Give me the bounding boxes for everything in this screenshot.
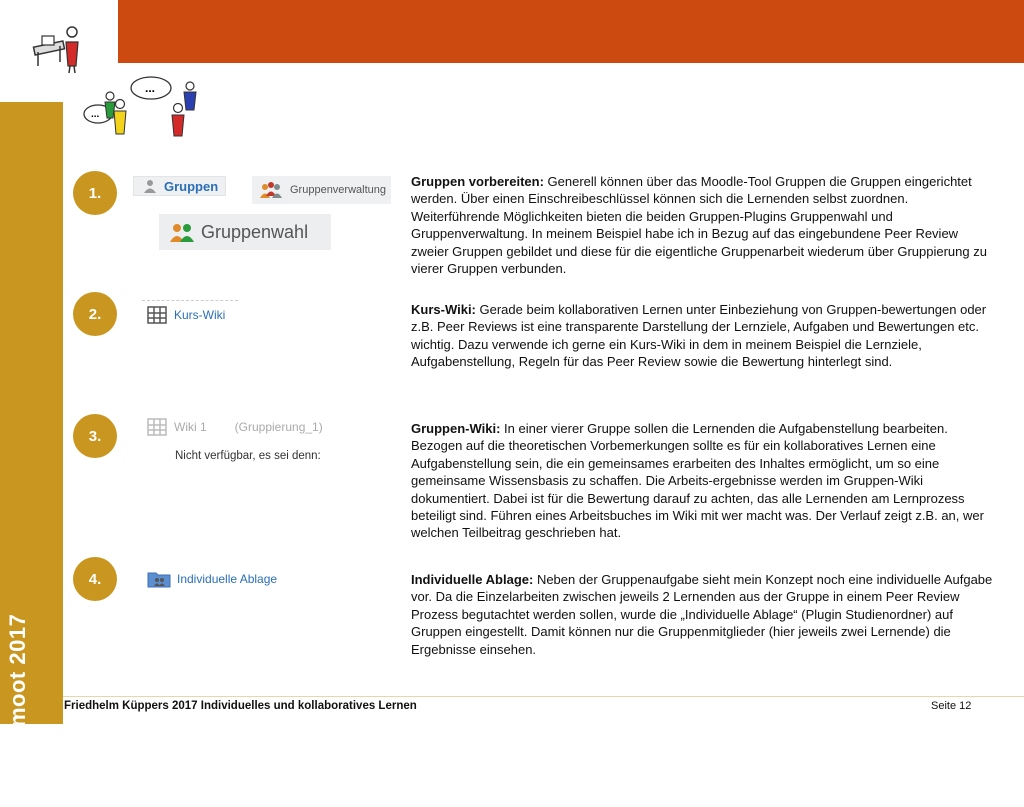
- step-text-2: [411, 301, 996, 371]
- step-body-3: In einer vierer Gruppe sollen die Lernenden die Aufgabenstellung bearbeiten. Bezogen auf die theoretischen Vorbemerkungen sollte es für ein kollaboratives Lernen eine Aufgabenstellung sein, die ein gemeinsames erarbeiten des Inhaltes ermöglicht, um so eine gemeinsame Wissensbasis zu schaffen. Die Arbeits-ergebnisse werden im Gruppen-Wiki dokumentiert. Dabei ist für die Bewertung darauf zu achten, das alle Lernenden am Lernprozess beteiligt sind. Führen eines Arbeitsbuches im Wiki mit wer macht was. Der Verlauf zeigt z.B. an, wer welchen Teilbeitrag geschrieben hat.: [411, 421, 984, 541]
- step-heading-1: Gruppen vorbereiten:: [411, 174, 544, 189]
- step-text-4: [411, 571, 996, 658]
- step-body-1: Generell können über das Moodle-Tool Gruppen die Gruppen eingerichtet werden. Über einen Einschreibeschlüssel können sich die Lernenden selbst zuordnen. Weiterführende Möglichkeiten bieten die beiden Gruppen-Plugins Gruppenwahl und Gruppenverwaltung. In meinem Beispiel habe ich in Bezug auf das eingebundene Peer Review zweier Gruppen gebildet und diese für die eigentliche Gruppenarbeit wiederum über Gruppierung zu vierer Gruppen verbunden.: [411, 174, 987, 277]
- wiki-icon: [146, 305, 168, 325]
- kurs-wiki-label: Kurs-Wiki: [174, 307, 226, 322]
- gruppenwahl-label: Gruppenwahl: [201, 221, 309, 242]
- teacher-desk-illustration: [30, 22, 90, 74]
- footer-divider: [63, 696, 1024, 697]
- step-text-3: [411, 420, 996, 542]
- sidebar-bar: [0, 102, 63, 807]
- svg-text:...: ...: [91, 109, 100, 120]
- step-body-2: Gerade beim kollaborativen Lernen unter Einbeziehung von Gruppen-bewertungen oder z.B. Peer Reviews ist eine transparente Darstellung der Lernziele, Aufgaben und Bewertungen etc. wichtig. Dazu verwende ich gerne ein Kurs-Wiki in dem in meinem Beispiel die Lernziele, Aufgabenstellung, Regeln für das Peer Review sowie die Bewertung hinterlegt sind.: [411, 302, 987, 370]
- step-heading-4: Individuelle Ablage:: [411, 572, 534, 587]
- group-choice-icon: [169, 222, 195, 242]
- restriction-note: Nicht verfügbar, es sei denn:: [175, 450, 321, 462]
- kurs-wiki-link[interactable]: [142, 300, 238, 328]
- step-number-4: 4.: [73, 557, 117, 601]
- header-bar: [118, 0, 1024, 63]
- step-number-2: 2.: [73, 292, 117, 336]
- wiki1-label: Wiki 1: [174, 420, 207, 434]
- step-number-1: 1.: [73, 171, 117, 215]
- individuelle-ablage-label: Individuelle Ablage: [177, 572, 278, 586]
- users-icon: [142, 179, 158, 193]
- gruppierung-label: (Gruppierung_1): [234, 420, 323, 434]
- wiki1-link[interactable]: [142, 416, 342, 438]
- gruppenverwaltung-link[interactable]: [252, 176, 391, 204]
- group-discussion-illustration: [82, 74, 206, 140]
- svg-text:...: ...: [145, 81, 156, 95]
- page-number: Seite 12: [931, 700, 972, 712]
- sidebar-title: Moodlemoot 2017: [5, 613, 30, 807]
- step-number-3: 3.: [73, 414, 117, 458]
- gruppen-label: Gruppen: [164, 178, 219, 194]
- group-management-icon: [258, 181, 284, 199]
- step-heading-2: Kurs-Wiki:: [411, 302, 476, 317]
- gruppen-link[interactable]: [133, 176, 226, 196]
- footer-author: Friedhelm Küppers 2017 Individuelles und kollaboratives Lernen: [64, 700, 417, 712]
- folder-users-icon: [147, 569, 171, 589]
- step-heading-3: Gruppen-Wiki:: [411, 421, 501, 436]
- gruppenverwaltung-label: Gruppenverwaltung: [290, 184, 387, 196]
- gruppenwahl-link[interactable]: [159, 214, 331, 250]
- individuelle-ablage-link[interactable]: [145, 567, 295, 591]
- step-body-4: Neben der Gruppenaufgabe sieht mein Konzept noch eine individuelle Aufgabe vor. Da die Einzelarbeiten zwischen jeweils 2 Lernenden aus der Gruppe in einem Peer Review Prozess begutachtet werden sollen, wurde die „Individuelle Ablage“ (Plugin Studienordner) auf Gruppen eingestellt. Damit können nur die Gruppenmitglieder (hier jeweils zwei Lernende) die Ergebnisse einsehen.: [411, 572, 993, 657]
- wiki-icon: [146, 417, 168, 437]
- step-text-1: [411, 173, 996, 277]
